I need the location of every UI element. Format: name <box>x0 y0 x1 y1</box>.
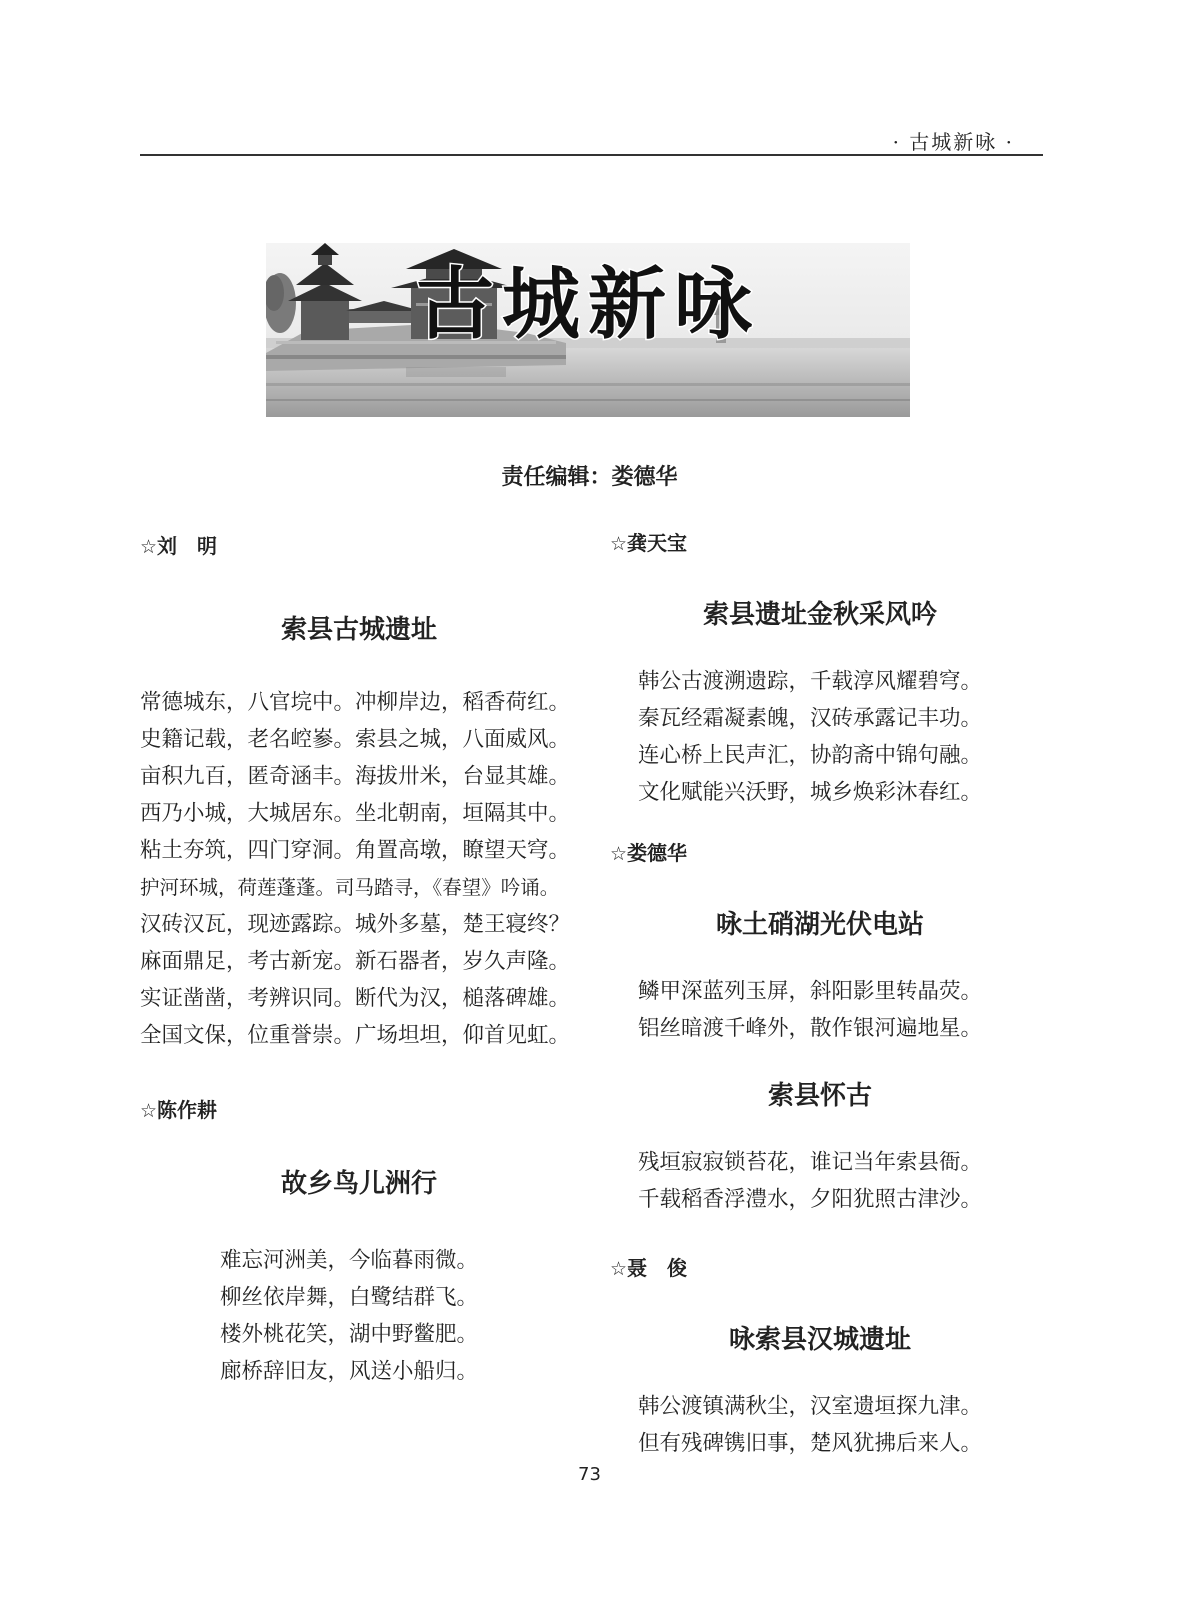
poem-body <box>140 684 570 1054</box>
poem-line: 史籍记载，老名崆㟥。索县之城，八面威风。 <box>140 727 571 752</box>
poem-line: 柳丝依岸舞，白鹭结群飞。 <box>220 1285 479 1310</box>
poem-line: 韩公渡镇满秋尘，汉室遗垣探九津。 <box>638 1394 983 1419</box>
poem-title: 咏索县汉城遗址 <box>728 1325 911 1355</box>
poem-line: 实证凿凿，考辨识同。断代为汉，槌落碑雄。 <box>140 986 571 1011</box>
author-lou-dehua <box>610 837 1030 866</box>
poem-line: 麻面鼎足，考古新宠。新石器者，岁久声隆。 <box>140 949 571 974</box>
poem-line: 汉砖汉瓦，现迹露踪。城外多墓，楚王寝终？ <box>140 912 571 937</box>
poem-line: 鳞甲深蓝列玉屏，斜阳影里转晶荧。 <box>638 979 983 1004</box>
star-icon: ☆ <box>610 843 628 865</box>
poem-line: 楼外桃花笑，湖中野鳖肥。 <box>220 1322 479 1347</box>
poem-body <box>610 1388 1030 1462</box>
star-icon: ☆ <box>140 536 158 558</box>
poem-title: 咏土硝湖光伏电站 <box>715 910 924 940</box>
page-number: 73 <box>578 1464 601 1485</box>
poem-line: 但有残碑镌旧事，楚风犹拂后来人。 <box>638 1431 983 1456</box>
poem-line: 亩积九百，匿奇涵丰。海拔卅米，台显其雄。 <box>140 764 571 789</box>
star-icon: ☆ <box>610 533 628 555</box>
poem-title: 索县遗址金秋采风吟 <box>702 600 937 630</box>
author-chen-zuogeng <box>140 1094 570 1123</box>
poem-body <box>610 663 1030 811</box>
poem-line: 千载稻香浮澧水，夕阳犹照古津沙。 <box>638 1187 983 1212</box>
header-rule <box>140 154 1043 156</box>
star-icon: ☆ <box>610 1258 628 1280</box>
poem-line: 连心桥上民声汇，协韵斋中锦句融。 <box>638 743 983 768</box>
poem-line: 文化赋能兴沃野，城乡焕彩沐春红。 <box>638 780 983 805</box>
poem-title: 故乡鸟儿洲行 <box>280 1169 437 1199</box>
responsible-editor: 责任编辑：娄德华 <box>501 465 678 490</box>
poem-line: 秦瓦经霜凝素魄，汉砖承露记丰功。 <box>638 706 983 731</box>
poem-line: 西乃小城，大城居东。坐北朝南，垣隔其中。 <box>140 801 571 826</box>
poem-body <box>140 1242 570 1390</box>
author-name: 刘 明 <box>157 534 218 558</box>
poem-line: 韩公古渡溯遗踪，千载淳风耀碧穹。 <box>638 669 983 694</box>
poem-title: 索县古城遗址 <box>280 615 437 645</box>
left-column <box>140 530 570 1390</box>
author-gong-tianbao <box>610 527 1030 556</box>
column-banner <box>266 243 910 417</box>
author-nie-jun <box>610 1252 1030 1281</box>
poem-line: 护河环城，荷莲蓬蓬。司马踏寻，《春望》吟诵。 <box>140 876 560 899</box>
poem-line: 铝丝暗渡千峰外，散作银河遍地星。 <box>638 1016 983 1041</box>
author-liu-ming <box>140 530 570 559</box>
pavilion-lake-illustration <box>266 243 910 417</box>
author-name: 聂 俊 <box>627 1256 688 1280</box>
right-column <box>610 527 1030 1462</box>
author-name: 娄德华 <box>627 841 688 865</box>
author-name: 龚天宝 <box>627 531 688 555</box>
poem-line: 难忘河洲美，今临暮雨微。 <box>220 1248 479 1273</box>
poem-body <box>610 973 1030 1047</box>
poem-line: 廊桥辞旧友，风送小船归。 <box>220 1359 479 1384</box>
running-head: · 古城新咏 · <box>892 130 1014 154</box>
star-icon: ☆ <box>140 1100 158 1122</box>
poem-line: 全国文保，位重誉崇。广场坦坦，仰首见虹。 <box>140 1023 571 1048</box>
poem-body <box>610 1144 1030 1218</box>
author-name: 陈作耕 <box>157 1098 218 1122</box>
poem-line: 粘土夯筑，四门穿洞。角置高墩，瞭望天穹。 <box>140 838 571 863</box>
poem-title: 索县怀古 <box>767 1081 872 1111</box>
poem-line: 常德城东，八官垸中。冲柳岸边，稻香荷红。 <box>140 690 571 715</box>
banner-title: 古城新咏 <box>416 259 761 350</box>
poem-line: 残垣寂寂锁苔花，谁记当年索县衙。 <box>638 1150 983 1175</box>
